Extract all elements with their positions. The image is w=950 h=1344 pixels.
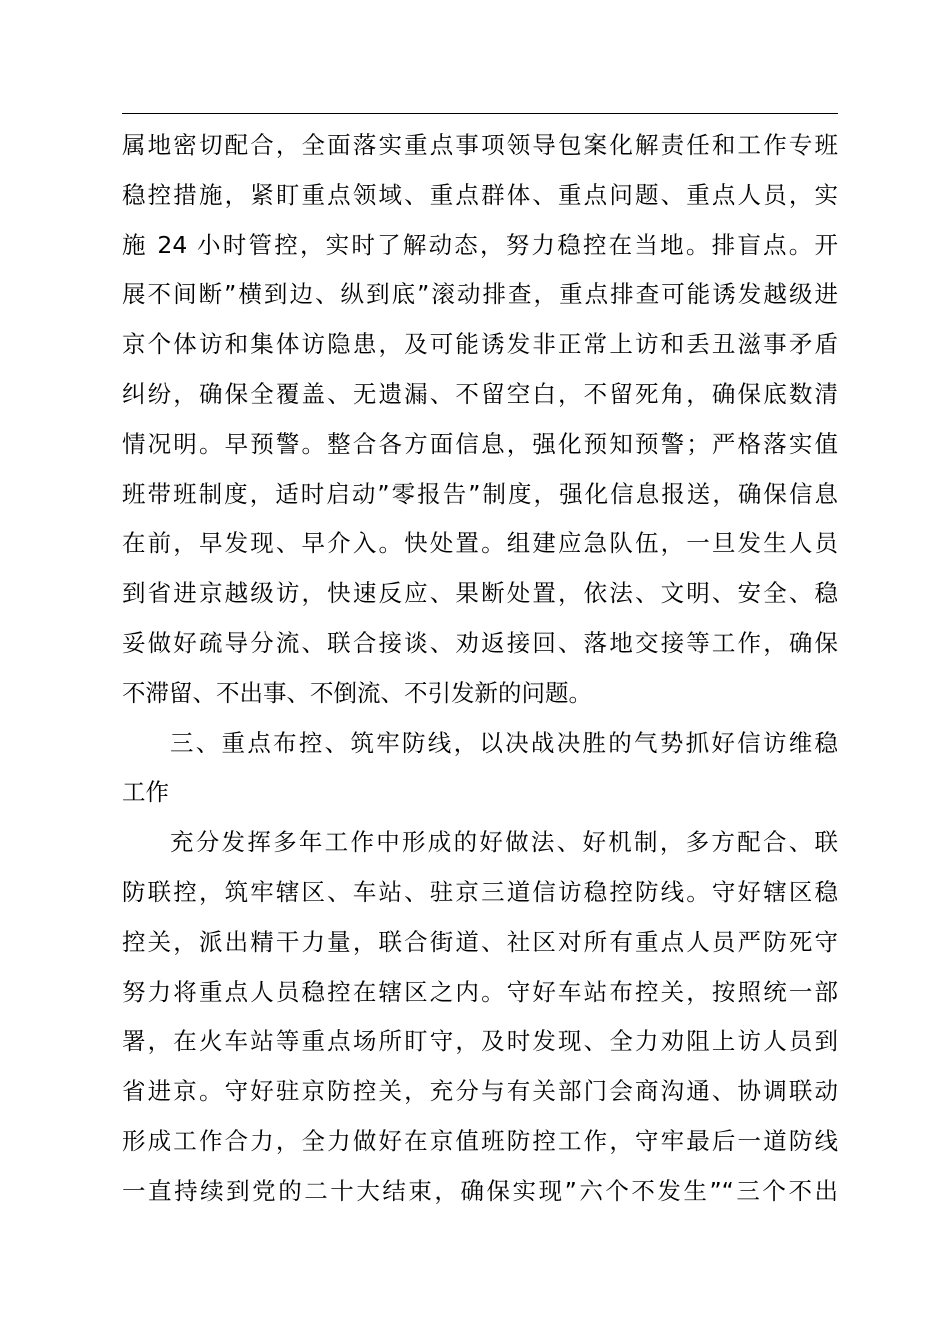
paragraph-end-line: 不滞留、不出事、不倒流、不引发新的问题。 xyxy=(122,678,592,707)
text-line: 妥做好疏导分流、联合接谈、劝返接回、落地交接等工作，确保 xyxy=(122,628,838,657)
text-line: 省进京。守好驻京防控关，充分与有关部门会商沟通、协调联动 xyxy=(122,1077,838,1106)
text-line: 努力将重点人员稳控在辖区之内。守好车站布控关，按照统一部 xyxy=(122,977,838,1006)
text-line: 班带班制度，适时启动”零报告”制度，强化信息报送，确保信息 xyxy=(122,479,838,508)
text-line: 防联控，筑牢辖区、车站、驻京三道信访稳控防线。守好辖区稳 xyxy=(122,877,838,906)
text-line: 一直持续到党的二十大结束，确保实现”六个不发生”“三个不出 xyxy=(122,1176,838,1205)
text-line: 在前，早发现、早介入。快处置。组建应急队伍，一旦发生人员 xyxy=(122,529,838,558)
section-heading-line: 三、重点布控、筑牢防线，以决战决胜的气势抓好信访维稳 xyxy=(170,728,838,757)
section-heading-end-line: 工作 xyxy=(122,778,169,807)
text-line: 情况明。早预警。整合各方面信息，强化预知预警；严格落实值 xyxy=(122,429,838,458)
text-line: 展不间断”横到边、纵到底”滚动排查，重点排查可能诱发越级进 xyxy=(122,280,838,309)
body-text xyxy=(122,121,838,1217)
text-line: 纠纷，确保全覆盖、无遗漏、不留空白，不留死角，确保底数清 xyxy=(122,379,838,408)
text-line: 署，在火车站等重点场所盯守，及时发现、全力劝阻上访人员到 xyxy=(122,1027,838,1056)
text-line: 稳控措施，紧盯重点领域、重点群体、重点问题、重点人员，实 xyxy=(122,180,838,209)
text-line: 到省进京越级访，快速反应、果断处置，依法、文明、安全、稳 xyxy=(122,579,838,608)
text-line: 施 24 小时管控，实时了解动态，努力稳控在当地。排盲点。开 xyxy=(122,230,838,259)
header-rule xyxy=(122,113,838,114)
text-line: 形成工作合力，全力做好在京值班防控工作，守牢最后一道防线 xyxy=(122,1126,838,1155)
paragraph-start-line: 充分发挥多年工作中形成的好做法、好机制，多方配合、联 xyxy=(170,828,838,857)
text-line: 属地密切配合，全面落实重点事项领导包案化解责任和工作专班 xyxy=(122,131,838,159)
text-line: 京个体访和集体访隐患，及可能诱发非正常上访和丢丑滋事矛盾 xyxy=(122,330,838,359)
text-line: 控关，派出精干力量，联合街道、社区对所有重点人员严防死守 xyxy=(122,927,838,956)
